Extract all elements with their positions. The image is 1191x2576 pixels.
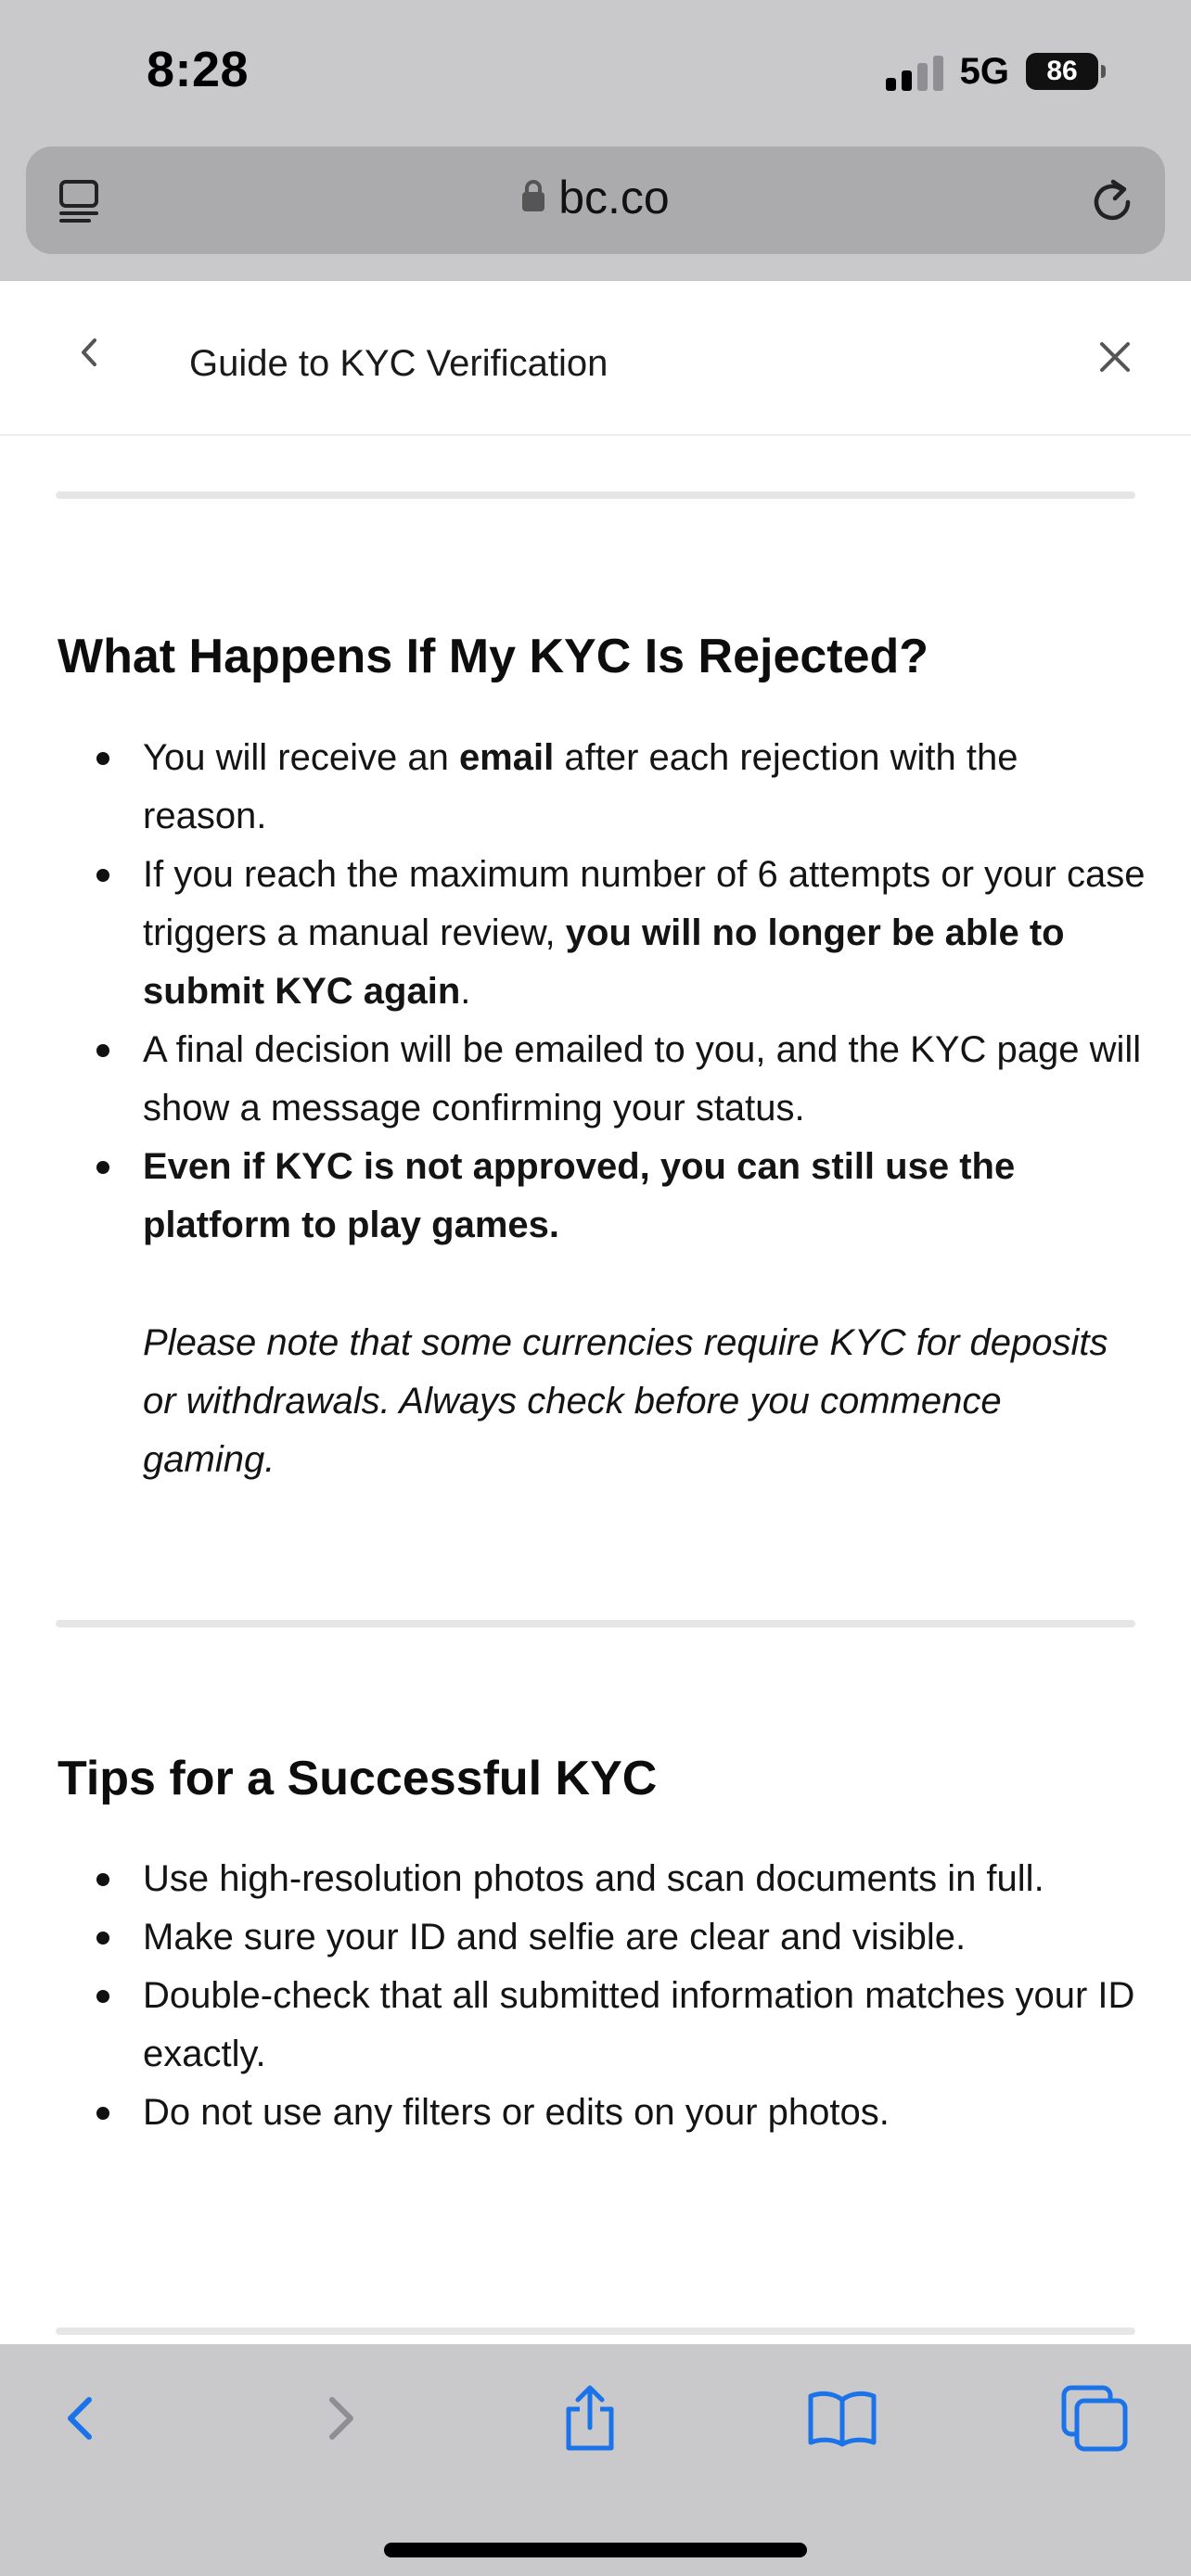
list-item: A final decision will be emailed to you, and the KYC page will show a message confirming your status. (58, 1021, 1152, 1138)
close-icon[interactable] (1091, 333, 1139, 381)
forward-icon (312, 2391, 367, 2446)
status-time: 8:28 (147, 42, 250, 97)
section-heading: What Happens If My KYC Is Rejected? (58, 630, 929, 683)
bookmarks-icon (807, 2389, 877, 2448)
currency-note: Please note that some currencies require KYC for deposits or withdrawals. Always check before you commence gaming. (143, 1322, 1108, 1480)
url-display[interactable] (26, 171, 1165, 224)
home-indicator (384, 2543, 807, 2557)
share-icon (557, 2383, 622, 2454)
address-bar[interactable] (26, 147, 1165, 254)
list-item: Double-check that all submitted information matches your ID exactly. (58, 1967, 1152, 2084)
reload-icon[interactable] (1085, 174, 1139, 228)
forward-button[interactable] (302, 2381, 377, 2455)
rejection-list (58, 729, 1152, 1255)
url-text: bc.co (558, 172, 670, 223)
list-item: Do not use any filters or edits on your photos. (58, 2084, 1152, 2142)
battery-icon (1026, 53, 1098, 90)
modal-header (0, 281, 1191, 436)
back-chevron-icon[interactable] (65, 327, 115, 377)
bookmarks-button[interactable] (805, 2381, 879, 2455)
modal-title: Guide to KYC Verification (189, 343, 608, 384)
list-item: If you reach the maximum number of 6 attempts or your case triggers a manual review, you will no longer be able to submit KYC again. (58, 846, 1152, 1021)
back-button[interactable] (45, 2381, 119, 2455)
network-type: 5G (959, 50, 1009, 92)
list-item: Use high-resolution photos and scan documents in full. (58, 1850, 1152, 1908)
share-button[interactable] (553, 2381, 627, 2455)
tabs-icon (1060, 2384, 1129, 2453)
section-divider (56, 1620, 1135, 1627)
list-item: You will receive an email after each rejection with the reason. (58, 729, 1152, 846)
browser-top-chrome (0, 0, 1191, 281)
article-content[interactable] (0, 434, 1191, 2344)
battery-level: 86 (1046, 56, 1078, 86)
tabs-button[interactable] (1057, 2381, 1132, 2455)
lock-icon (521, 179, 545, 212)
browser-toolbar (0, 2344, 1191, 2576)
section-heading: Tips for a Successful KYC (58, 1752, 658, 1805)
back-icon (54, 2391, 109, 2446)
tips-list (58, 1850, 1152, 2142)
section-divider (56, 491, 1135, 499)
cellular-signal-icon (886, 52, 943, 91)
list-item: Make sure your ID and selfie are clear and visible. (58, 1908, 1152, 1967)
list-item: Even if KYC is not approved, you can still use the platform to play games. (58, 1138, 1152, 1255)
section-divider (56, 2327, 1135, 2335)
status-indicators (886, 48, 1098, 95)
